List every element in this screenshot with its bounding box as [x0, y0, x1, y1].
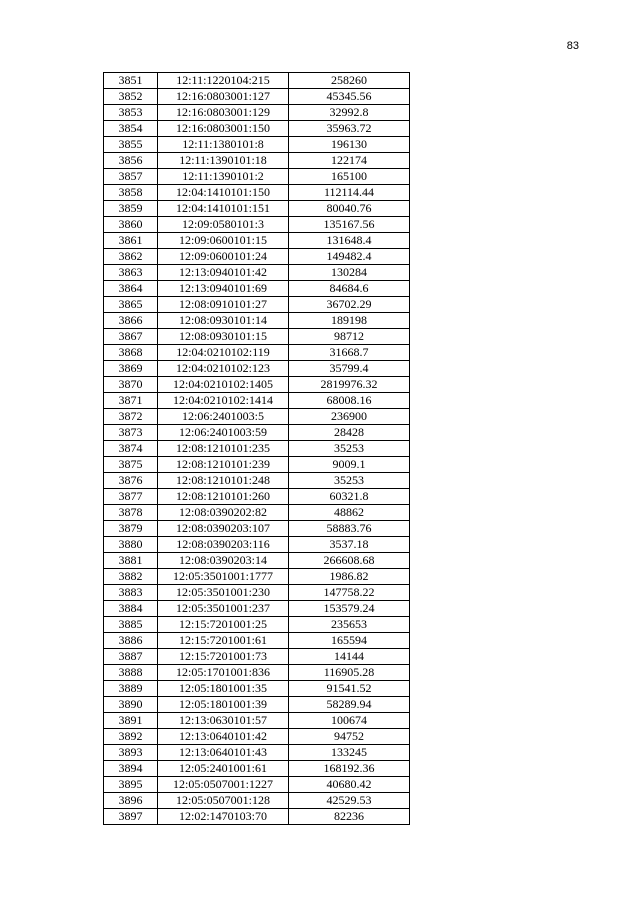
- row-number-cell: 3887: [104, 649, 158, 665]
- row-number-cell: 3872: [104, 409, 158, 425]
- table-row: [104, 377, 410, 393]
- row-number-cell: 3866: [104, 313, 158, 329]
- table-row: [104, 233, 410, 249]
- cadastral-number-cell: 12:08:1210101:248: [158, 473, 289, 489]
- value-cell: 168192.36: [289, 761, 410, 777]
- table-row: [104, 761, 410, 777]
- table-row: [104, 569, 410, 585]
- value-cell: 42529.53: [289, 793, 410, 809]
- table-row: [104, 105, 410, 121]
- row-number-cell: 3870: [104, 377, 158, 393]
- cadastral-number-cell: 12:11:1390101:18: [158, 153, 289, 169]
- table-row: [104, 809, 410, 825]
- table-row: [104, 73, 410, 89]
- cadastral-number-cell: 12:15:7201001:73: [158, 649, 289, 665]
- cadastral-number-cell: 12:13:0940101:42: [158, 265, 289, 281]
- cadastral-number-cell: 12:08:0910101:27: [158, 297, 289, 313]
- value-cell: 149482.4: [289, 249, 410, 265]
- value-cell: 35253: [289, 441, 410, 457]
- table-row: [104, 601, 410, 617]
- table-row: [104, 793, 410, 809]
- value-cell: 82236: [289, 809, 410, 825]
- cadastral-number-cell: 12:02:1470103:70: [158, 809, 289, 825]
- row-number-cell: 3874: [104, 441, 158, 457]
- cadastral-number-cell: 12:05:1801001:39: [158, 697, 289, 713]
- row-number-cell: 3894: [104, 761, 158, 777]
- row-number-cell: 3886: [104, 633, 158, 649]
- cadastral-value-table: [103, 72, 410, 825]
- table-row: [104, 665, 410, 681]
- value-cell: 196130: [289, 137, 410, 153]
- cadastral-number-cell: 12:06:2401003:59: [158, 425, 289, 441]
- value-cell: 153579.24: [289, 601, 410, 617]
- cadastral-number-cell: 12:16:0803001:127: [158, 89, 289, 105]
- cadastral-number-cell: 12:08:0390202:82: [158, 505, 289, 521]
- row-number-cell: 3878: [104, 505, 158, 521]
- table-row: [104, 249, 410, 265]
- table-row: [104, 473, 410, 489]
- row-number-cell: 3853: [104, 105, 158, 121]
- cadastral-number-cell: 12:16:0803001:129: [158, 105, 289, 121]
- value-cell: 98712: [289, 329, 410, 345]
- value-cell: 266608.68: [289, 553, 410, 569]
- row-number-cell: 3875: [104, 457, 158, 473]
- row-number-cell: 3876: [104, 473, 158, 489]
- cadastral-number-cell: 12:04:0210102:1414: [158, 393, 289, 409]
- table-row: [104, 313, 410, 329]
- value-cell: 131648.4: [289, 233, 410, 249]
- cadastral-number-cell: 12:09:0580101:3: [158, 217, 289, 233]
- cadastral-number-cell: 12:05:0507001:1227: [158, 777, 289, 793]
- cadastral-number-cell: 12:08:0930101:14: [158, 313, 289, 329]
- value-cell: 9009.1: [289, 457, 410, 473]
- row-number-cell: 3882: [104, 569, 158, 585]
- row-number-cell: 3857: [104, 169, 158, 185]
- table-row: [104, 553, 410, 569]
- row-number-cell: 3863: [104, 265, 158, 281]
- row-number-cell: 3862: [104, 249, 158, 265]
- table-row: [104, 441, 410, 457]
- table-row: [104, 649, 410, 665]
- table-row: [104, 633, 410, 649]
- cadastral-number-cell: 12:13:0630101:57: [158, 713, 289, 729]
- row-number-cell: 3871: [104, 393, 158, 409]
- value-cell: 68008.16: [289, 393, 410, 409]
- cadastral-number-cell: 12:11:1220104:215: [158, 73, 289, 89]
- table-row: [104, 521, 410, 537]
- table-row: [104, 89, 410, 105]
- cadastral-number-cell: 12:05:0507001:128: [158, 793, 289, 809]
- table-row: [104, 537, 410, 553]
- cadastral-number-cell: 12:16:0803001:150: [158, 121, 289, 137]
- value-cell: 94752: [289, 729, 410, 745]
- value-cell: 116905.28: [289, 665, 410, 681]
- value-cell: 100674: [289, 713, 410, 729]
- row-number-cell: 3861: [104, 233, 158, 249]
- table-row: [104, 777, 410, 793]
- value-cell: 31668.7: [289, 345, 410, 361]
- value-cell: 189198: [289, 313, 410, 329]
- value-cell: 58883.76: [289, 521, 410, 537]
- cadastral-number-cell: 12:09:0600101:15: [158, 233, 289, 249]
- cadastral-number-cell: 12:08:1210101:260: [158, 489, 289, 505]
- row-number-cell: 3860: [104, 217, 158, 233]
- value-cell: 165594: [289, 633, 410, 649]
- value-cell: 58289.94: [289, 697, 410, 713]
- cadastral-number-cell: 12:08:1210101:239: [158, 457, 289, 473]
- cadastral-number-cell: 12:09:0600101:24: [158, 249, 289, 265]
- value-cell: 91541.52: [289, 681, 410, 697]
- cadastral-number-cell: 12:04:0210102:123: [158, 361, 289, 377]
- table-row: [104, 409, 410, 425]
- table-row: [104, 153, 410, 169]
- cadastral-number-cell: 12:08:1210101:235: [158, 441, 289, 457]
- table-row: [104, 345, 410, 361]
- cadastral-number-cell: 12:11:1390101:2: [158, 169, 289, 185]
- value-cell: 1986.82: [289, 569, 410, 585]
- value-cell: 45345.56: [289, 89, 410, 105]
- cadastral-number-cell: 12:05:3501001:230: [158, 585, 289, 601]
- row-number-cell: 3856: [104, 153, 158, 169]
- value-cell: 14144: [289, 649, 410, 665]
- table-row: [104, 425, 410, 441]
- value-cell: 112114.44: [289, 185, 410, 201]
- value-cell: 40680.42: [289, 777, 410, 793]
- value-cell: 122174: [289, 153, 410, 169]
- value-cell: 35253: [289, 473, 410, 489]
- row-number-cell: 3892: [104, 729, 158, 745]
- row-number-cell: 3852: [104, 89, 158, 105]
- cadastral-number-cell: 12:08:0390203:14: [158, 553, 289, 569]
- row-number-cell: 3877: [104, 489, 158, 505]
- table-row: [104, 713, 410, 729]
- row-number-cell: 3864: [104, 281, 158, 297]
- cadastral-number-cell: 12:11:1380101:8: [158, 137, 289, 153]
- value-cell: 48862: [289, 505, 410, 521]
- value-cell: 35799.4: [289, 361, 410, 377]
- cadastral-number-cell: 12:08:0930101:15: [158, 329, 289, 345]
- table-row: [104, 217, 410, 233]
- cadastral-number-cell: 12:15:7201001:61: [158, 633, 289, 649]
- value-cell: 3537.18: [289, 537, 410, 553]
- cadastral-number-cell: 12:05:1701001:836: [158, 665, 289, 681]
- cadastral-number-cell: 12:04:1410101:150: [158, 185, 289, 201]
- cadastral-number-cell: 12:04:0210102:119: [158, 345, 289, 361]
- row-number-cell: 3883: [104, 585, 158, 601]
- table-row: [104, 297, 410, 313]
- value-cell: 165100: [289, 169, 410, 185]
- table-row: [104, 745, 410, 761]
- row-number-cell: 3895: [104, 777, 158, 793]
- row-number-cell: 3885: [104, 617, 158, 633]
- table-row: [104, 585, 410, 601]
- value-cell: 258260: [289, 73, 410, 89]
- table-row: [104, 393, 410, 409]
- cadastral-number-cell: 12:05:1801001:35: [158, 681, 289, 697]
- value-cell: 236900: [289, 409, 410, 425]
- cadastral-number-cell: 12:05:3501001:237: [158, 601, 289, 617]
- row-number-cell: 3855: [104, 137, 158, 153]
- row-number-cell: 3854: [104, 121, 158, 137]
- page-number: 83: [566, 40, 579, 52]
- table-row: [104, 137, 410, 153]
- table-row: [104, 281, 410, 297]
- value-cell: 35963.72: [289, 121, 410, 137]
- row-number-cell: 3873: [104, 425, 158, 441]
- cadastral-number-cell: 12:04:0210102:1405: [158, 377, 289, 393]
- row-number-cell: 3897: [104, 809, 158, 825]
- value-cell: 235653: [289, 617, 410, 633]
- cadastral-number-cell: 12:08:0390203:116: [158, 537, 289, 553]
- row-number-cell: 3851: [104, 73, 158, 89]
- row-number-cell: 3896: [104, 793, 158, 809]
- table-row: [104, 729, 410, 745]
- table-row: [104, 185, 410, 201]
- value-cell: 2819976.32: [289, 377, 410, 393]
- cadastral-number-cell: 12:13:0640101:43: [158, 745, 289, 761]
- row-number-cell: 3893: [104, 745, 158, 761]
- row-number-cell: 3890: [104, 697, 158, 713]
- row-number-cell: 3865: [104, 297, 158, 313]
- table-row: [104, 505, 410, 521]
- table-row: [104, 361, 410, 377]
- row-number-cell: 3888: [104, 665, 158, 681]
- table-row: [104, 329, 410, 345]
- cadastral-number-cell: 12:13:0940101:69: [158, 281, 289, 297]
- value-cell: 28428: [289, 425, 410, 441]
- cadastral-number-cell: 12:05:2401001:61: [158, 761, 289, 777]
- row-number-cell: 3879: [104, 521, 158, 537]
- cadastral-number-cell: 12:15:7201001:25: [158, 617, 289, 633]
- value-cell: 32992.8: [289, 105, 410, 121]
- cadastral-number-cell: 12:06:2401003:5: [158, 409, 289, 425]
- table-row: [104, 489, 410, 505]
- value-cell: 36702.29: [289, 297, 410, 313]
- table-row: [104, 265, 410, 281]
- cadastral-number-cell: 12:05:3501001:1777: [158, 569, 289, 585]
- table-row: [104, 681, 410, 697]
- value-cell: 147758.22: [289, 585, 410, 601]
- row-number-cell: 3881: [104, 553, 158, 569]
- value-cell: 84684.6: [289, 281, 410, 297]
- row-number-cell: 3880: [104, 537, 158, 553]
- value-cell: 133245: [289, 745, 410, 761]
- value-cell: 60321.8: [289, 489, 410, 505]
- row-number-cell: 3858: [104, 185, 158, 201]
- row-number-cell: 3891: [104, 713, 158, 729]
- value-cell: 80040.76: [289, 201, 410, 217]
- row-number-cell: 3868: [104, 345, 158, 361]
- table-row: [104, 457, 410, 473]
- table-row: [104, 697, 410, 713]
- row-number-cell: 3889: [104, 681, 158, 697]
- row-number-cell: 3859: [104, 201, 158, 217]
- table-row: [104, 169, 410, 185]
- value-cell: 130284: [289, 265, 410, 281]
- cadastral-number-cell: 12:13:0640101:42: [158, 729, 289, 745]
- row-number-cell: 3867: [104, 329, 158, 345]
- cadastral-number-cell: 12:08:0390203:107: [158, 521, 289, 537]
- value-cell: 135167.56: [289, 217, 410, 233]
- row-number-cell: 3884: [104, 601, 158, 617]
- table-row: [104, 121, 410, 137]
- cadastral-number-cell: 12:04:1410101:151: [158, 201, 289, 217]
- table-body: [104, 73, 410, 825]
- row-number-cell: 3869: [104, 361, 158, 377]
- table-row: [104, 617, 410, 633]
- table-row: [104, 201, 410, 217]
